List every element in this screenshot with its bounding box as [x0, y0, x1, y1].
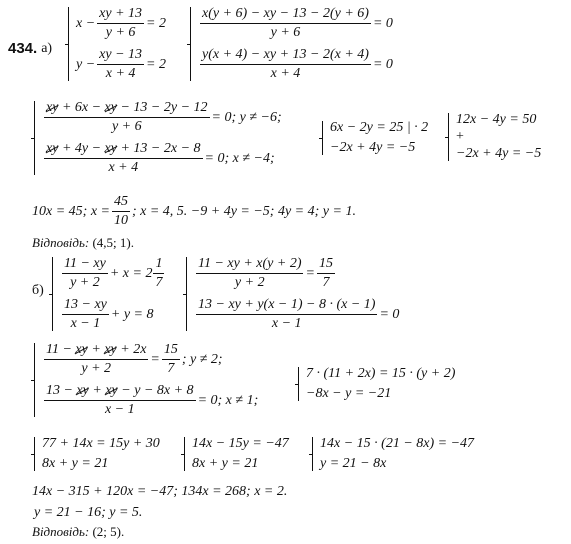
b-system-4: [294, 366, 455, 402]
brace: [182, 256, 191, 332]
b-system-5: [30, 436, 160, 472]
a-system-2: [186, 6, 393, 82]
b-result-1: 14x − 315 + 120x = −47; 134x = 268; x = 2.: [32, 484, 288, 499]
equation: $\frac{13 - xy}{x - 1}$ + y = 8: [64, 297, 154, 331]
a-system-4: [318, 120, 428, 156]
equation: $\frac{y(x + 4) - xy + 13 - 2(x + 4)}{x + 4}$ = 0: [202, 47, 393, 81]
equation: x − $\frac{xy + 13}{y + 6}$ = 2: [76, 6, 166, 40]
equation: $\frac{xy + 4y - xy + 13 - 2x - 8}{x + 4}$ = 0; x ≠ −4;: [46, 141, 275, 175]
brace: [30, 342, 39, 418]
equation: 8x + y = 21: [42, 456, 109, 471]
b-system-1: [48, 256, 166, 332]
equation: y = 21 − 8x: [320, 456, 387, 471]
equation: 12x − 4y = 50: [456, 112, 537, 127]
equation: 14x − 15 · (21 − 8x) = −47: [320, 436, 475, 451]
b-result-2: y = 21 − 16; y = 5.: [34, 505, 143, 520]
a-system-1: [64, 6, 166, 82]
b-system-7: [308, 436, 474, 472]
brace: [30, 100, 39, 176]
equation: −8x − y = −21: [306, 386, 392, 401]
part-b-label: б): [32, 283, 44, 298]
cancelled-term: xy: [104, 100, 117, 115]
part-a-label: а): [41, 40, 53, 56]
equation: y − $\frac{xy - 13}{x + 4}$ = 2: [76, 47, 166, 81]
cancelled-term: xy: [105, 383, 118, 398]
a-system-3: [30, 100, 282, 176]
equation: $\frac{11 - xy}{y + 2}$ + x = 2 $\frac{1}{7}$: [64, 256, 163, 290]
equation: $\frac{xy + 6x - xy - 13 - 2y - 12}{y + 6}$ = 0; y ≠ −6;: [46, 100, 282, 134]
b-system-2: [182, 256, 399, 332]
equation: −2x + 4y = −5: [330, 140, 416, 155]
problem-number: 434.: [8, 40, 38, 57]
cancelled-term: xy: [104, 342, 117, 357]
plus-sign: +: [456, 129, 464, 144]
brace: [444, 112, 453, 162]
a-system-5: [444, 112, 541, 162]
answer-b: Відповідь: (2; 5).: [32, 524, 125, 539]
equation: $\frac{11 - xy + x(y + 2)}{y + 2}$ = $\frac{15}{7}$: [198, 256, 333, 290]
cancelled-term: xy: [75, 342, 88, 357]
cancelled-term: xy: [104, 141, 117, 156]
cancelled-term: xy: [46, 141, 59, 156]
brace: [48, 256, 57, 332]
brace: [30, 436, 39, 472]
equation: 77 + 14x = 15y + 30: [42, 436, 160, 451]
equation: $\frac{13 - xy + xy - y - 8x + 8}{x - 1}$ = 0; x ≠ 1;: [46, 383, 259, 417]
equation: $\frac{11 - xy + xy + 2x}{y + 2}$ = $\frac{15}{7}$ ; y ≠ 2;: [46, 342, 223, 376]
brace: [294, 366, 303, 402]
brace: [308, 436, 317, 472]
equation: 8x + y = 21: [192, 456, 259, 471]
equation: 14x − 15y = −47: [192, 436, 289, 451]
a-result: 10x = 45; x = $\frac{45}{10}$ ; x = 4, 5. −9 + 4y = −5; 4y = 4; y = 1.: [32, 194, 356, 228]
equation: 6x − 2y = 25 | · 2: [330, 120, 429, 135]
brace: [186, 6, 195, 82]
brace: [180, 436, 189, 472]
equation: −2x + 4y = −5: [456, 146, 542, 161]
equation: 7 · (11 + 2x) = 15 · (y + 2): [306, 366, 456, 381]
b-system-6: [180, 436, 289, 472]
equation: $\frac{13 - xy + y(x - 1) - 8 \cdot (x - 1)}{x - 1}$ = 0: [198, 297, 400, 331]
problem-header: [8, 40, 52, 57]
brace: [318, 120, 327, 156]
answer-a: Відповідь: (4,5; 1).: [32, 235, 134, 250]
cancelled-term: xy: [46, 100, 59, 115]
b-system-3: [30, 342, 258, 418]
brace: [64, 6, 73, 82]
equation: $\frac{x(y + 6) - xy - 13 - 2(y + 6)}{y + 6}$ = 0: [202, 6, 393, 40]
cancelled-term: xy: [76, 383, 89, 398]
